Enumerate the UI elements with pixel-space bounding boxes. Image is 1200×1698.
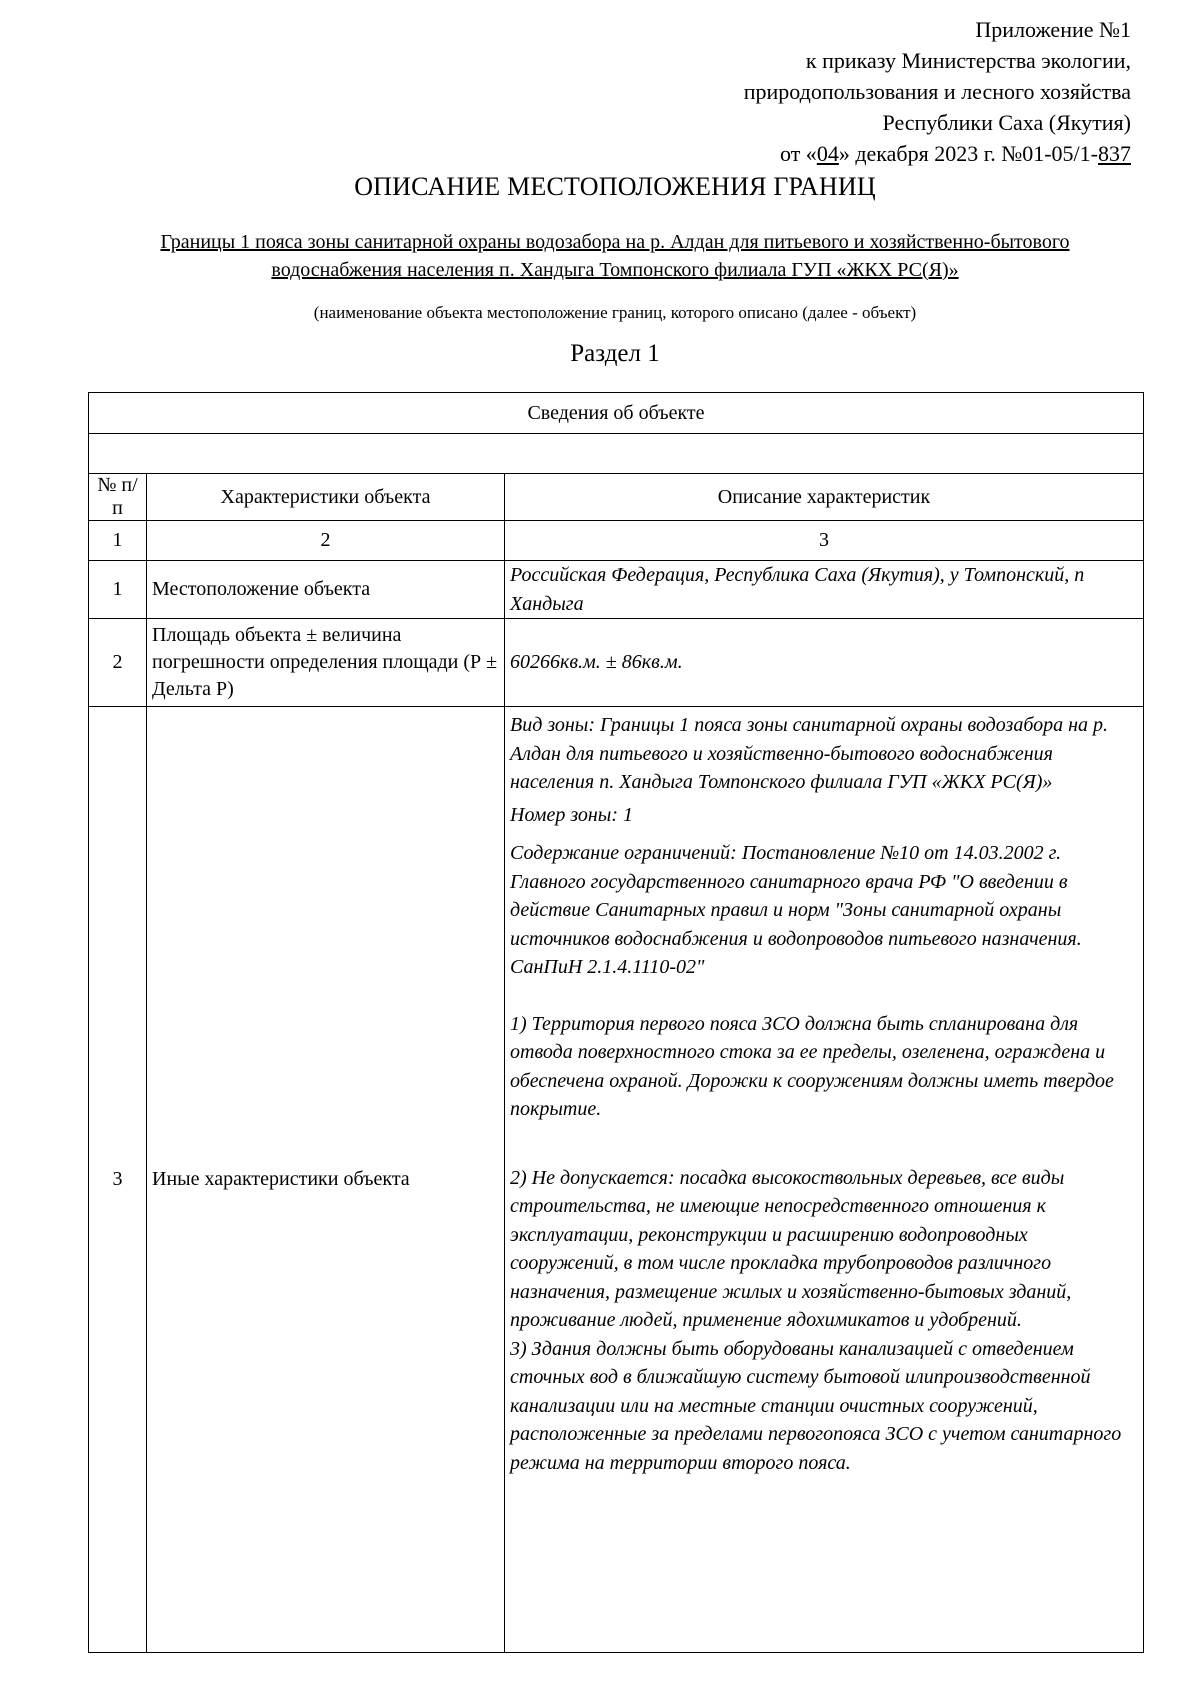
- col-number-1: 1: [89, 521, 147, 561]
- row-desc: Российская Федерация, Республика Саха (Якутия), у Томпонский, п Хандыга: [505, 561, 1144, 619]
- restriction-item-1: 1) Территория первого пояса ЗСО должна быть спланирована для отвода поверхностного стока за ее пределы, озеленена, ограждена и обеспечена охраной. Дорожки к сооружениям должны иметь твердое покрытие.: [510, 1012, 1114, 1120]
- object-name: [90, 228, 1140, 284]
- appendix-ministry-line: природопользования и лесного хозяйства: [743, 79, 1131, 104]
- row-num: 3: [89, 707, 147, 1653]
- appendix-order-line: к приказу Министерства экологии,: [805, 48, 1131, 73]
- restriction-item-3: 3) Здания должны быть оборудованы канализацией с отведением сточных вод в ближайшую систему бытовой илипроизводственной канализации или на местные станции очистных сооружений, расположенные за пределами первогопояса ЗСО с учетом санитарного режима на территории второго пояса.: [510, 1337, 1122, 1474]
- table-row: [89, 561, 1144, 619]
- row-num: 2: [89, 619, 147, 707]
- appendix-header: [744, 14, 1131, 169]
- table-row: [89, 707, 1144, 1653]
- date-middle: » декабря 2023 г. №01-05/1-: [838, 141, 1098, 166]
- date-prefix: от «: [779, 141, 817, 166]
- appendix-date-line: [744, 138, 1131, 169]
- appendix-republic-line: Республики Саха (Якутия): [882, 110, 1131, 135]
- empty-cell: [89, 434, 1144, 474]
- appendix-number: Приложение №1: [975, 17, 1131, 42]
- row-num: 1: [89, 561, 147, 619]
- row-desc: 60266кв.м. ± 86кв.м.: [505, 619, 1144, 707]
- document-title: ОПИСАНИЕ МЕСТОПОЛОЖЕНИЯ ГРАНИЦ: [354, 172, 876, 201]
- col-number-3: 3: [505, 521, 1144, 561]
- header-num: № п/п: [89, 474, 147, 521]
- header-char: Характеристики объекта: [147, 474, 505, 521]
- row-desc-other: [505, 707, 1144, 1653]
- restriction-item-2: 2) Не допускается: посадка высокоствольных деревьев, все виды строительства, не имеющие непосредственного отношения к эксплуатации, реконструкции и расширению водопроводных сооружений, в том числе прокладка трубопроводов различного назначения, размещение жилых и хозяйственно-бытовых зданий, проживание людей, применение ядохимикатов и удобрений.: [510, 1166, 1072, 1331]
- order-number: 837: [1098, 141, 1131, 166]
- table-caption-row: [89, 393, 1144, 434]
- table-caption: Сведения об объекте: [89, 393, 1144, 434]
- object-name-line1: Границы 1 пояса зоны санитарной охраны водозабора на р. Алдан для питьевого и хозяйственно-бытового: [160, 231, 1070, 253]
- table-row: [89, 619, 1144, 707]
- table-header-row: [89, 474, 1144, 521]
- table-empty-row: [89, 434, 1144, 474]
- zone-type: Вид зоны: Границы 1 пояса зоны санитарной охраны водозабора на р. Алдан для питьевого и хозяйственно-бытового водоснабжения населения п. Хандыга Томпонского филиала ГУП «ЖКХ РС(Я)»: [510, 714, 1109, 793]
- row-char: Иные характеристики объекта: [147, 707, 505, 1653]
- restrictions-content: Содержание ограничений: Постановление №10 от 14.03.2002 г. Главного государственного санитарного врача РФ "О введении в действие Санитарных правил и норм "Зоны санитарной охраны источников водоснабжения и водопроводов питьевого назначения. СанПиН 2.1.4.1110-02": [510, 842, 1082, 978]
- object-name-line2: водоснабжения населения п. Хандыга Томпонского филиала ГУП «ЖКХ РС(Я)»: [271, 259, 959, 281]
- zone-number: Номер зоны: 1: [510, 803, 633, 826]
- object-caption: (наименование объекта местоположение границ, которого описано (далее - объект): [313, 303, 917, 322]
- header-desc: Описание характеристик: [505, 474, 1144, 521]
- column-numbers-row: [89, 521, 1144, 561]
- col-number-2: 2: [147, 521, 505, 561]
- row-char: Местоположение объекта: [147, 561, 505, 619]
- date-day: 04: [816, 141, 839, 166]
- row-char: Площадь объекта ± величина погрешности определения площади (Р ± Дельта Р): [147, 619, 505, 707]
- section-title: Раздел 1: [570, 340, 660, 367]
- object-info-table: [88, 392, 1144, 1653]
